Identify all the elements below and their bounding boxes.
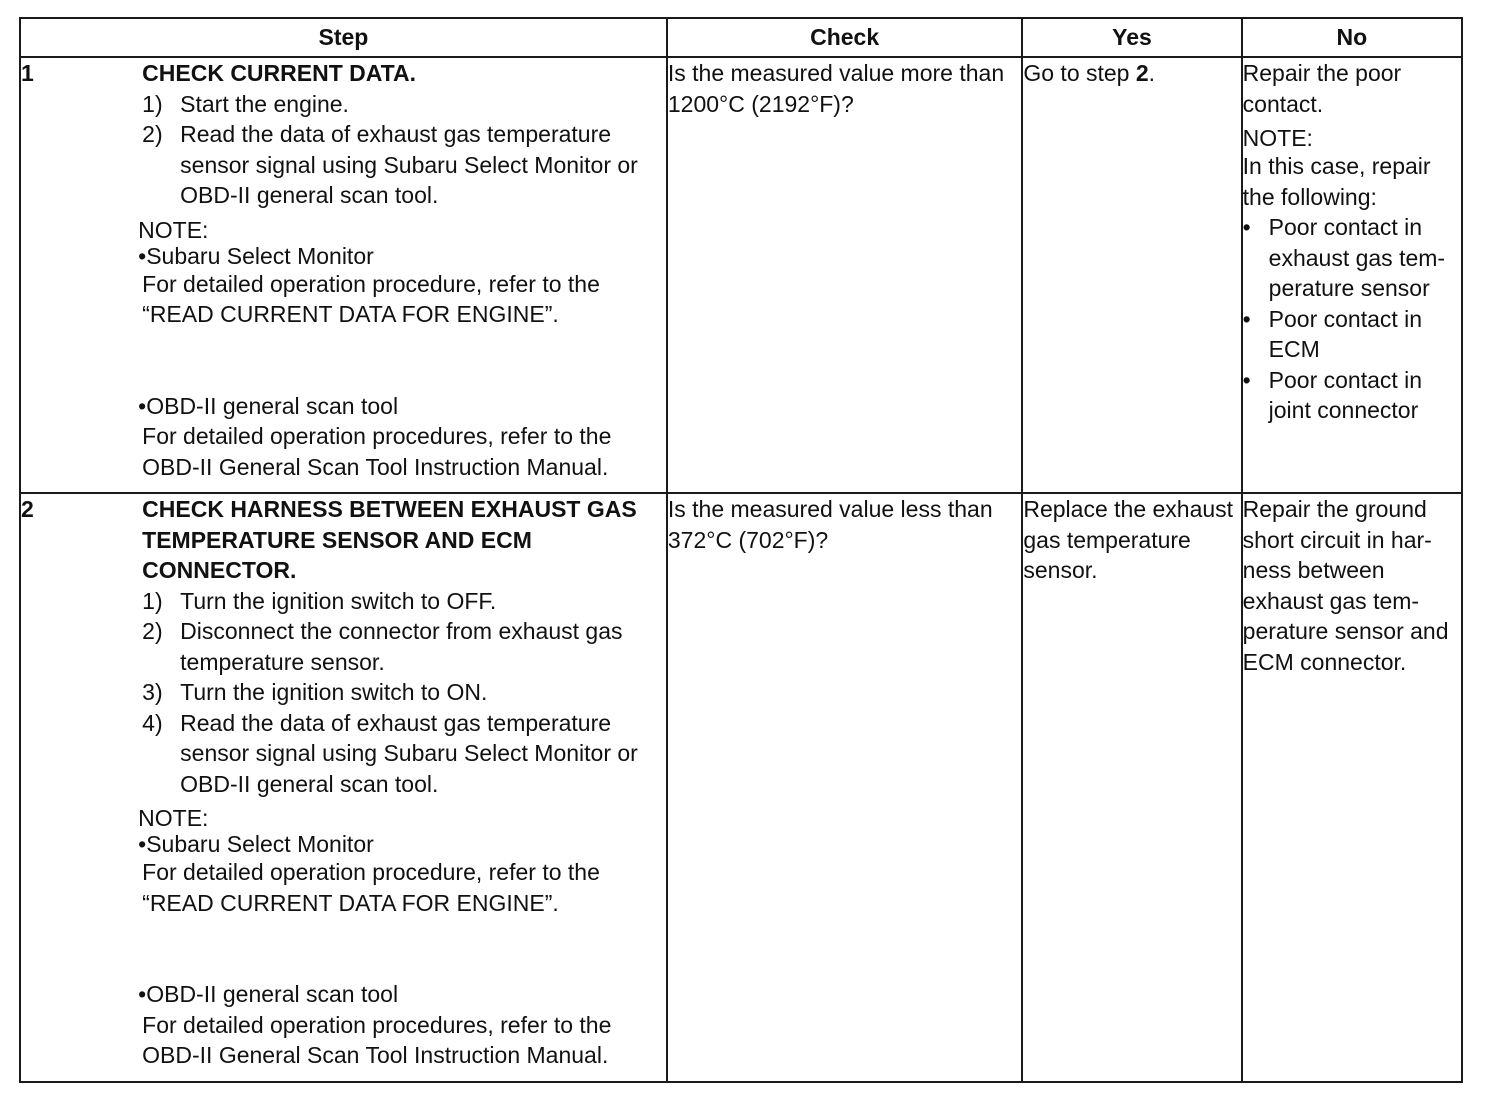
no-note-label: NOTE:	[1242, 125, 1313, 151]
note-obd-heading: •OBD-II general scan tool	[138, 392, 399, 419]
note-obd-text: For detailed operation procedures, refer to the OBD-II General Scan Tool Instruction Manual.	[142, 423, 612, 480]
note-ssm-text: For detailed operation procedure, refer to the “READ CURRENT DATA FOR ENGINE”.	[142, 270, 600, 327]
no-cell: Repair the ground short circuit in harness between exhaust gas temperature sensor and ECM connector.	[1242, 493, 1462, 1082]
yes-cell: Replace the exhaust gas temperature sensor.	[1022, 493, 1241, 1082]
substep: 2) Read the data of exhaust gas temperature sensor signal using Subaru Select Monitor or OBD-II general scan tool.	[142, 121, 638, 208]
no-bullet: • Poor contact in joint connector	[1242, 366, 1423, 423]
note-ssm-heading: •Subaru Select Monitor	[138, 831, 374, 857]
step-number: 2	[20, 493, 142, 1082]
header-no: No	[1242, 18, 1462, 57]
substep: 2) Disconnect the connector from exhaust gas temperature sensor.	[142, 618, 623, 675]
note-ssm-text: For detailed operation procedure, refer to the “READ CURRENT DATA FOR ENGINE”.	[142, 859, 600, 916]
check-cell: Is the measured value more than 1200°C (2192°F)?	[667, 57, 1022, 493]
note-label: NOTE:	[138, 216, 209, 243]
step-cell	[138, 57, 667, 493]
no-note-text: In this case, repair the following:	[1242, 153, 1431, 210]
header-check: Check	[667, 18, 1022, 57]
step-title: CHECK CURRENT DATA.	[142, 60, 417, 86]
step-reference: 2	[1135, 60, 1149, 86]
no-cell	[1242, 57, 1462, 493]
substep: 3) Turn the ignition switch to ON.	[142, 679, 488, 705]
check-cell: Is the measured value less than 372°C (702°F)?	[667, 493, 1022, 1082]
step-number: 1	[20, 57, 142, 493]
substep: 4) Read the data of exhaust gas temperature sensor signal using Subaru Select Monitor or OBD-II general scan tool.	[142, 709, 638, 797]
header-row	[20, 18, 1462, 57]
no-action: Repair the poor contact.	[1242, 60, 1402, 117]
no-bullet: • Poor contact in ECM	[1242, 305, 1423, 362]
table-row	[20, 493, 1462, 1082]
header-yes: Yes	[1022, 18, 1241, 57]
no-bullet: • Poor contact in exhaust gas temperature sensor	[1242, 214, 1446, 301]
note-obd-heading: •OBD-II general scan tool	[138, 981, 399, 1007]
substep: 1) Turn the ignition switch to OFF.	[142, 587, 497, 614]
diagnostic-table	[19, 17, 1463, 1083]
step-cell	[138, 493, 667, 1082]
note-ssm-heading: •Subaru Select Monitor	[138, 242, 374, 269]
note-obd-text: For detailed operation procedures, refer to the OBD-II General Scan Tool Instruction Manual.	[142, 1011, 612, 1068]
yes-cell: Go to step 2.	[1022, 57, 1241, 493]
note-label: NOTE:	[138, 805, 209, 831]
substep: 1) Start the engine.	[142, 90, 349, 117]
table-row	[20, 57, 1462, 493]
header-step: Step	[20, 18, 667, 57]
step-title: CHECK HARNESS BETWEEN EXHAUST GAS TEMPERATURE SENSOR AND ECM CONNECTOR.	[142, 496, 637, 583]
